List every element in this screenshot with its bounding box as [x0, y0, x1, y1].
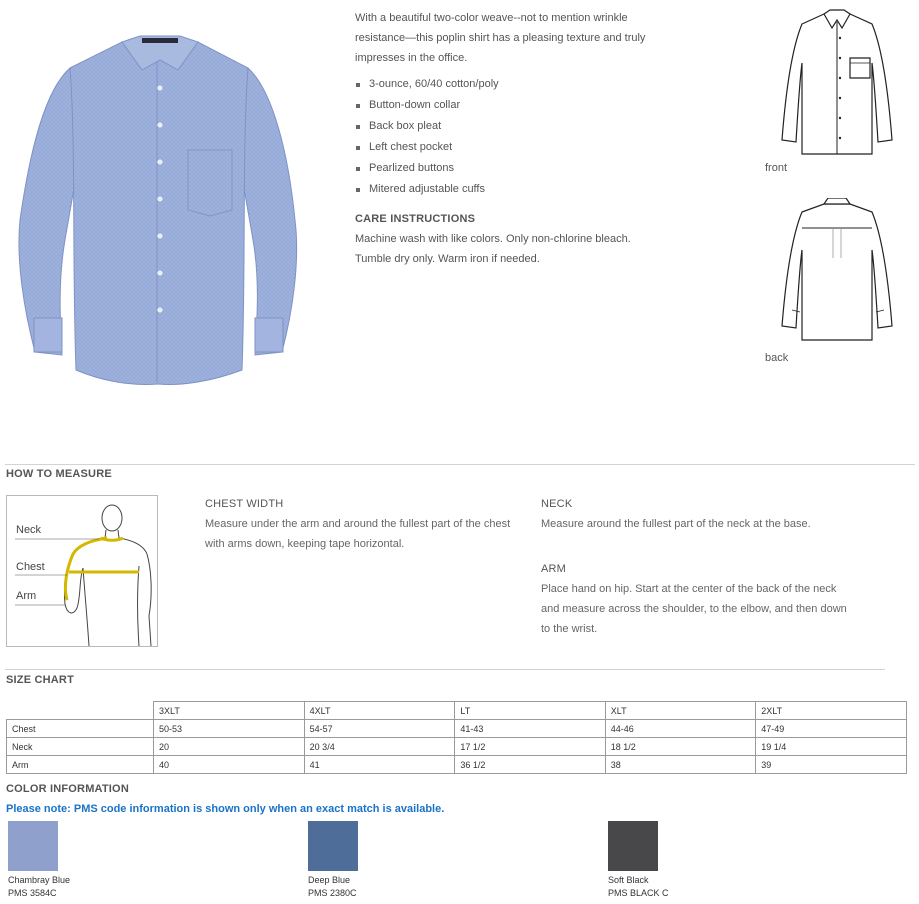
- table-row: [7, 756, 907, 774]
- table-cell: 17 1/2: [455, 738, 605, 756]
- front-view-label: front: [765, 162, 788, 174]
- table-cell: 40: [153, 756, 304, 774]
- diagram-label-neck: Neck: [16, 524, 42, 536]
- feature-item: 3-ounce, 60/40 cotton/poly: [355, 74, 665, 95]
- feature-item: Pearlized buttons: [355, 158, 665, 179]
- swatch-name: Deep Blue: [308, 875, 351, 885]
- pms-notice: Please note: PMS code information is shown only when an exact match is available.: [6, 803, 445, 815]
- how-to-measure-heading: HOW TO MEASURE: [6, 468, 112, 480]
- row-label: Neck: [7, 738, 154, 756]
- care-text: Machine wash with like colors. Only non-chlorine bleach. Tumble dry only. Warm iron if needed.: [355, 233, 631, 265]
- table-cell: 38: [605, 756, 756, 774]
- table-cell: 18 1/2: [605, 738, 756, 756]
- back-view-label: back: [765, 352, 789, 364]
- swatch-pms: PMS 2380C: [308, 888, 357, 898]
- divider: [5, 464, 915, 465]
- care-heading: CARE INSTRUCTIONS: [355, 213, 476, 225]
- feature-item: Back box pleat: [355, 116, 665, 137]
- size-column-header: LT: [455, 702, 605, 720]
- table-row: [7, 738, 907, 756]
- size-column-header: 2XLT: [756, 702, 907, 720]
- chest-width-text: Measure under the arm and around the fullest part of the chest with arms down, keeping tape horizontal.: [205, 518, 511, 550]
- feature-item: Button-down collar: [355, 95, 665, 116]
- size-chart-heading: SIZE CHART: [6, 674, 74, 686]
- product-description-block: [355, 8, 665, 269]
- arm-text: Place hand on hip. Start at the center of the back of the neck and measure across the shoulder, to the elbow, and then down to the wrist.: [541, 583, 847, 635]
- chest-width-title: CHEST WIDTH: [205, 498, 284, 510]
- table-cell: 20 3/4: [304, 738, 455, 756]
- feature-item: Left chest pocket: [355, 137, 665, 158]
- product-image: [10, 30, 310, 395]
- swatch-name: Soft Black: [608, 875, 649, 885]
- color-swatch[interactable]: [8, 821, 58, 871]
- diagram-label-arm: Arm: [16, 590, 37, 602]
- table-cell: 20: [153, 738, 304, 756]
- product-description: With a beautiful two-color weave--not to mention wrinkle resistance—this poplin shirt has a pleasing texture and truly impresses in the office.: [355, 12, 646, 64]
- swatch-pms: PMS BLACK C: [608, 888, 669, 898]
- color-info-heading: COLOR INFORMATION: [6, 783, 129, 795]
- feature-item: Mitered adjustable cuffs: [355, 179, 665, 200]
- table-cell: 54-57: [304, 720, 455, 738]
- row-label: Chest: [7, 720, 154, 738]
- color-swatch-item[interactable]: [308, 821, 358, 900]
- swatch-pms: PMS 3584C: [8, 888, 57, 898]
- table-cell: 41-43: [455, 720, 605, 738]
- table-cell: 44-46: [605, 720, 756, 738]
- table-cell: 19 1/4: [756, 738, 907, 756]
- row-label: Arm: [7, 756, 154, 774]
- table-cell: 47-49: [756, 720, 907, 738]
- table-header-row: [7, 702, 907, 720]
- table-cell: 36 1/2: [455, 756, 605, 774]
- size-column-header: 3XLT: [153, 702, 304, 720]
- back-sketch-image: [778, 198, 896, 346]
- table-cell: 39: [756, 756, 907, 774]
- swatch-name: Chambray Blue: [8, 875, 71, 885]
- table-corner: [7, 702, 154, 720]
- neck-text: Measure around the fullest part of the neck at the base.: [541, 518, 811, 530]
- divider: [5, 669, 885, 670]
- diagram-label-chest: Chest: [16, 561, 45, 573]
- color-swatch[interactable]: [308, 821, 358, 871]
- table-row: [7, 720, 907, 738]
- size-column-header: XLT: [605, 702, 756, 720]
- color-swatch-item[interactable]: [8, 821, 70, 900]
- size-chart-table: [6, 701, 907, 774]
- color-swatch[interactable]: [608, 821, 658, 871]
- table-cell: 50-53: [153, 720, 304, 738]
- measure-diagram: [6, 495, 158, 647]
- color-swatch-item[interactable]: [608, 821, 669, 900]
- size-column-header: 4XLT: [304, 702, 455, 720]
- front-sketch-image: [778, 8, 896, 160]
- arm-title: ARM: [541, 563, 567, 575]
- table-cell: 41: [304, 756, 455, 774]
- feature-list: [355, 74, 665, 200]
- neck-title: NECK: [541, 498, 573, 510]
